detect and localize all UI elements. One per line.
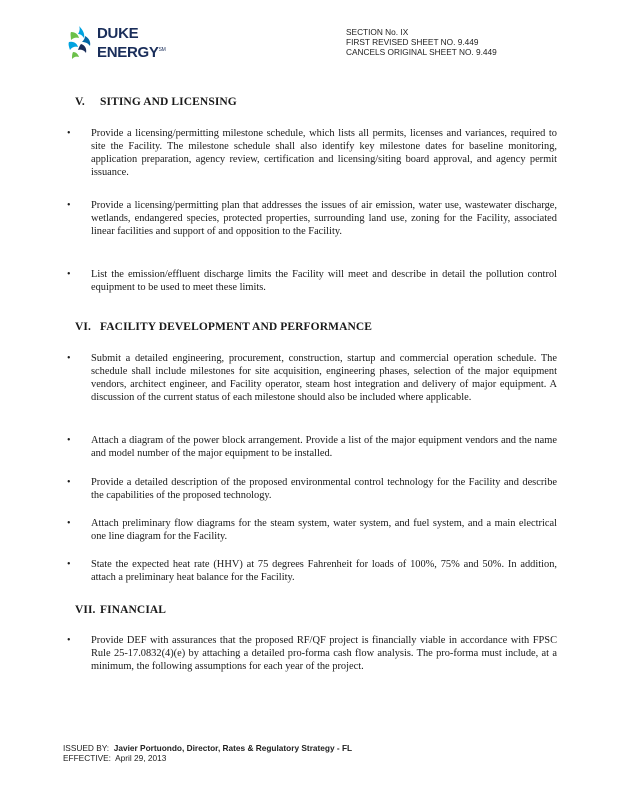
section-title: SITING AND LICENSING <box>100 96 237 108</box>
list-item-text: Provide a licensing/permitting milestone schedule, which lists all permits, licenses and variances, required to site the Facility. The milestone schedule shall also identify key milestone dates for baseline monitoring, application preparation, agency review, certification and licensing/siting board approval, and agency permit issuance. <box>91 128 557 179</box>
logo-line-1: DUKE <box>97 25 139 42</box>
section-number-label: V. <box>75 96 85 108</box>
bullet-icon: • <box>67 269 71 280</box>
list-item-text: Attach a diagram of the power block arrangement. Provide a list of the major equipment vendors and the name and model number of the major equipment to be installed. <box>91 435 557 460</box>
section-heading-vii <box>75 604 166 616</box>
effective-date: April 29, 2013 <box>115 752 167 763</box>
bullet-icon: • <box>67 128 71 139</box>
list-item-text: Provide a licensing/permitting plan that addresses the issues of air emission, water use, wastewater discharge, wetlands, endangered species, protected properties, surrounding land use, zoning for the Facility, associated linear facilities and support of and opposition to the Facility. <box>91 200 557 238</box>
bullet-icon: • <box>67 518 71 529</box>
section-number-label: VII. <box>75 604 96 616</box>
bullet-icon: • <box>67 559 71 570</box>
list-item <box>67 434 557 460</box>
list-item <box>67 517 557 543</box>
section-title: FACILITY DEVELOPMENT AND PERFORMANCE <box>100 321 373 333</box>
section-number: SECTION No. IX <box>346 27 409 37</box>
effective-label: EFFECTIVE: <box>63 752 111 763</box>
list-item-text: Provide a detailed description of the proposed environmental control technology for the Facility and describe the capabilities of the proposed technology. <box>91 477 557 502</box>
logo-wordmark <box>97 26 165 61</box>
list-item <box>67 268 557 294</box>
revised-sheet: FIRST REVISED SHEET NO. 9.449 <box>346 37 479 47</box>
section-heading-v <box>75 96 237 108</box>
logo-line-2: ENERGY℠ <box>97 44 166 61</box>
bullet-icon: • <box>67 200 71 211</box>
list-item-text: Attach preliminary flow diagrams for the steam system, water system, and fuel system, and a main electrical one line diagram for the Facility. <box>91 518 557 543</box>
list-item <box>67 634 557 673</box>
section-number-label: VI. <box>75 321 91 333</box>
bullet-icon: • <box>67 353 71 364</box>
sheet-info <box>346 27 497 57</box>
duke-energy-flame-icon <box>63 22 97 62</box>
list-item-text: List the emission/effluent discharge limits the Facility will meet and describe in detail the pollution control equipment to be used to meet these limits. <box>91 269 557 294</box>
bullet-icon: • <box>67 435 71 446</box>
cancels-sheet: CANCELS ORIGINAL SHEET NO. 9.449 <box>346 47 497 57</box>
list-item <box>67 127 557 179</box>
issued-by-label: ISSUED BY: <box>63 743 110 753</box>
list-item <box>67 199 557 238</box>
sheet-footer <box>63 744 352 763</box>
list-item <box>67 352 557 404</box>
bullet-icon: • <box>67 477 71 488</box>
effective-line <box>63 754 352 764</box>
logo-service-mark: SM <box>158 47 166 53</box>
duke-energy-logo <box>63 22 183 66</box>
section-heading-vi <box>75 321 372 333</box>
list-item-text: State the expected heat rate (HHV) at 75 degrees Fahrenheit for loads of 100%, 75% and 50%. In addition, attach a preliminary heat balance for the Facility. <box>91 559 557 584</box>
list-item-text: Provide DEF with assurances that the proposed RF/QF project is financially viable in accordance with FPSC Rule 25-17.0832(4)(e) by attaching a detailed pro-forma cash flow analysis. The pro-forma must include, at a minimum, the following assumptions for each year of the project. <box>91 635 557 673</box>
bullet-icon: • <box>67 635 71 646</box>
list-item-text: Submit a detailed engineering, procurement, construction, startup and commercial operation schedule. The schedule shall include milestones for site acquisition, engineering phases, selection of the major equipment vendors, architect engineer, and Facility operator, steam host integration and delivery of major equipment. A discussion of the current status of each milestone should also be included where applicable. <box>91 353 557 404</box>
section-title: FINANCIAL <box>100 604 167 616</box>
list-item <box>67 558 557 584</box>
list-item <box>67 476 557 502</box>
issued-by-value: Javier Portuondo, Director, Rates & Regulatory Strategy - FL <box>113 743 353 753</box>
